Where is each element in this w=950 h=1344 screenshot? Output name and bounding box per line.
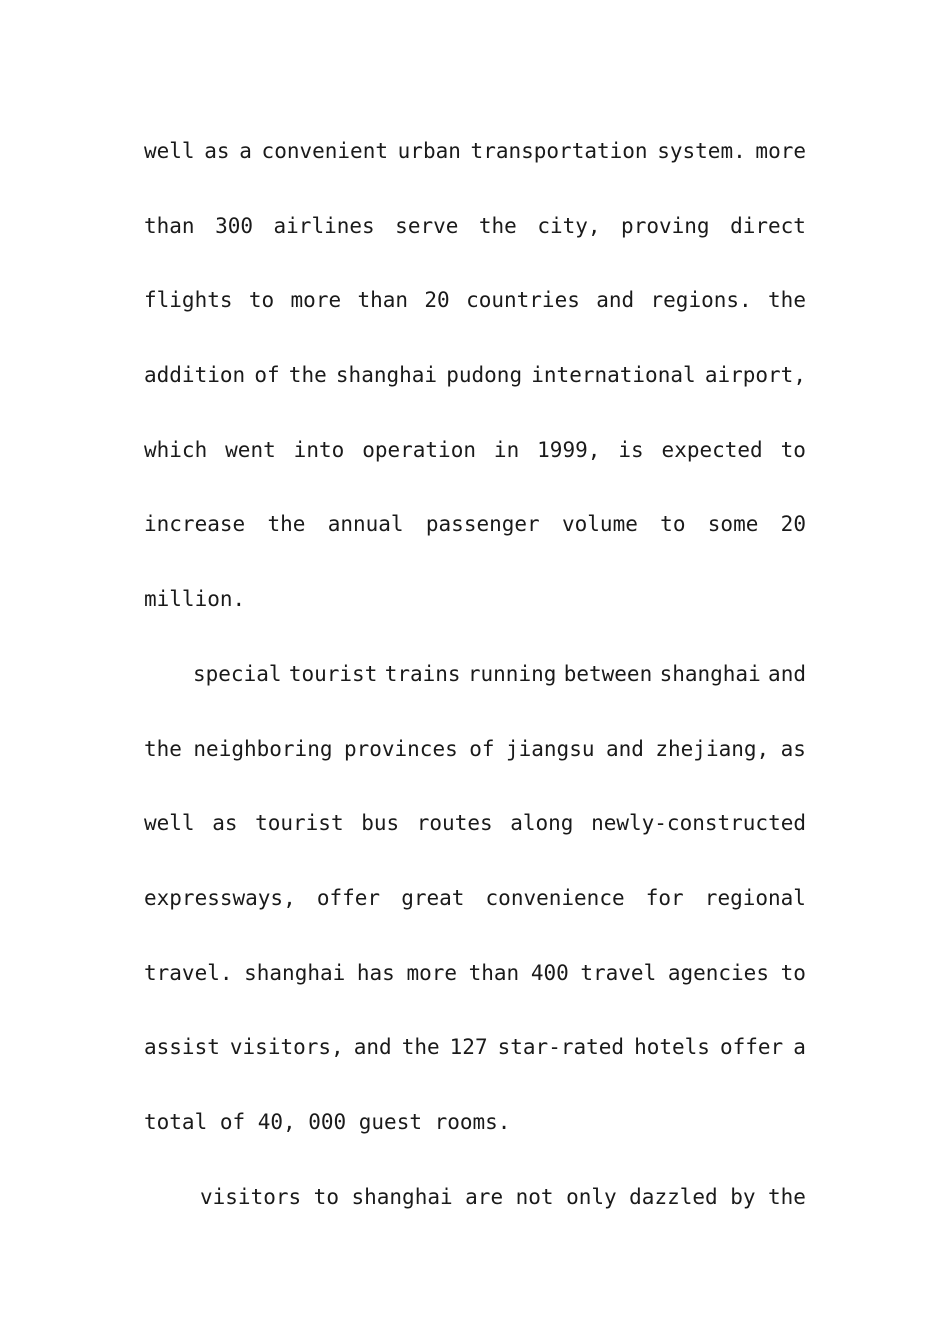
word: and <box>596 288 635 313</box>
text-line <box>144 786 806 861</box>
word: hotels <box>634 1035 710 1060</box>
text-line <box>144 413 806 488</box>
word: to <box>660 512 686 537</box>
word: transportation <box>470 139 648 163</box>
text-line <box>144 712 806 787</box>
word: star-rated <box>497 1035 625 1060</box>
word: than <box>144 213 195 238</box>
text-line <box>144 263 806 338</box>
word: are <box>465 1184 504 1209</box>
word: regions. <box>650 288 752 313</box>
word: rooms. <box>434 1109 511 1134</box>
word: to <box>313 1184 339 1209</box>
word: shanghai <box>351 1184 453 1209</box>
word: and <box>353 1035 392 1060</box>
word: 400 <box>530 960 569 985</box>
word: international <box>531 363 696 388</box>
word: not <box>515 1184 554 1209</box>
word: 20 <box>780 512 806 537</box>
text-line <box>144 189 806 264</box>
word: running <box>467 661 557 686</box>
word: offer <box>719 1035 784 1060</box>
word: 1999, <box>537 437 601 462</box>
word: system. <box>657 139 746 163</box>
word: guest <box>358 1109 422 1134</box>
word: in <box>493 437 520 462</box>
word: visitors, <box>229 1035 344 1060</box>
word: more <box>406 960 458 985</box>
word: between <box>563 661 653 686</box>
word: bus <box>361 811 400 836</box>
word: some <box>707 512 759 537</box>
word: the <box>768 288 806 313</box>
word: has <box>356 960 395 985</box>
word: more <box>755 139 806 163</box>
word: expected <box>661 437 763 462</box>
word: trains <box>384 661 461 686</box>
word: than <box>357 288 409 313</box>
word: of <box>469 736 495 761</box>
word: operation <box>362 437 476 462</box>
word: million. <box>144 587 246 612</box>
word: tourist <box>288 661 378 686</box>
word: airport, <box>704 363 806 388</box>
text-line <box>144 114 806 189</box>
word: 40, <box>257 1109 296 1134</box>
word: along <box>510 811 574 836</box>
word: routes <box>416 811 493 836</box>
word: dazzled <box>629 1184 718 1209</box>
word: the <box>144 736 182 761</box>
word: visitors <box>200 1184 302 1209</box>
word: 300 <box>215 213 254 238</box>
word: a <box>239 139 252 163</box>
word: a <box>793 1035 806 1060</box>
text-line <box>144 936 806 1011</box>
word: into <box>293 437 345 462</box>
word: offer <box>316 885 381 910</box>
word: increase <box>144 512 246 537</box>
word: great <box>401 885 465 910</box>
word: travel. <box>144 960 233 985</box>
word: serve <box>395 213 459 238</box>
word: regional <box>704 885 806 910</box>
word: for <box>645 885 684 910</box>
word: shanghai <box>244 960 346 985</box>
text-line <box>144 1010 806 1085</box>
word: jiangsu <box>505 736 595 761</box>
word: the <box>401 1035 440 1060</box>
word: flights <box>144 288 233 313</box>
word: as <box>212 811 238 836</box>
word: newly-constructed <box>591 811 806 836</box>
word: well <box>144 811 195 836</box>
word: urban <box>397 139 461 163</box>
word: well <box>144 139 195 163</box>
word: than <box>468 960 520 985</box>
word: as <box>780 736 806 761</box>
word: the <box>267 512 306 537</box>
word: provinces <box>343 736 458 761</box>
text-line <box>144 1160 806 1235</box>
text-line <box>144 1085 806 1160</box>
word: agencies <box>667 960 769 985</box>
word: the <box>478 213 517 238</box>
word: total <box>144 1109 208 1134</box>
word: countries <box>466 288 580 313</box>
word: to <box>248 288 275 313</box>
word: neighboring <box>193 736 333 761</box>
word: to <box>780 437 806 462</box>
word: volume <box>562 512 638 537</box>
word: passenger <box>425 512 540 537</box>
word: addition <box>144 363 246 388</box>
word: 000 <box>308 1109 347 1134</box>
word: which <box>144 437 208 462</box>
word: and <box>605 736 644 761</box>
word: tourist <box>255 811 344 836</box>
word: travel <box>580 960 657 985</box>
word: the <box>288 363 327 388</box>
text-line <box>144 562 806 637</box>
word: is <box>618 437 644 462</box>
word: the <box>768 1184 806 1209</box>
word: direct <box>730 213 806 238</box>
word: of <box>219 1109 246 1134</box>
word: only <box>566 1184 617 1209</box>
word: shanghai <box>659 661 761 686</box>
word: more <box>290 288 342 313</box>
word: assist <box>144 1035 220 1060</box>
word: by <box>730 1184 756 1209</box>
word: 20 <box>424 288 450 313</box>
text-line <box>144 637 806 712</box>
word: city, <box>537 213 601 238</box>
text-line <box>144 487 806 562</box>
word: to <box>780 960 806 985</box>
word: convenience <box>485 885 625 910</box>
word: convenient <box>261 139 388 163</box>
word: went <box>225 437 276 462</box>
text-line <box>144 338 806 413</box>
word: special <box>193 661 282 686</box>
word: 127 <box>449 1035 488 1060</box>
word: of <box>254 363 280 388</box>
word: shanghai <box>335 363 438 388</box>
word: zhejiang, <box>655 736 770 761</box>
body-text <box>144 114 806 1234</box>
word: proving <box>621 213 710 238</box>
word: airlines <box>273 213 375 238</box>
text-line <box>144 861 806 936</box>
word: expressways, <box>144 885 296 910</box>
word: annual <box>327 512 404 537</box>
word: and <box>768 661 806 686</box>
word: pudong <box>446 363 523 388</box>
word: as <box>204 139 230 163</box>
